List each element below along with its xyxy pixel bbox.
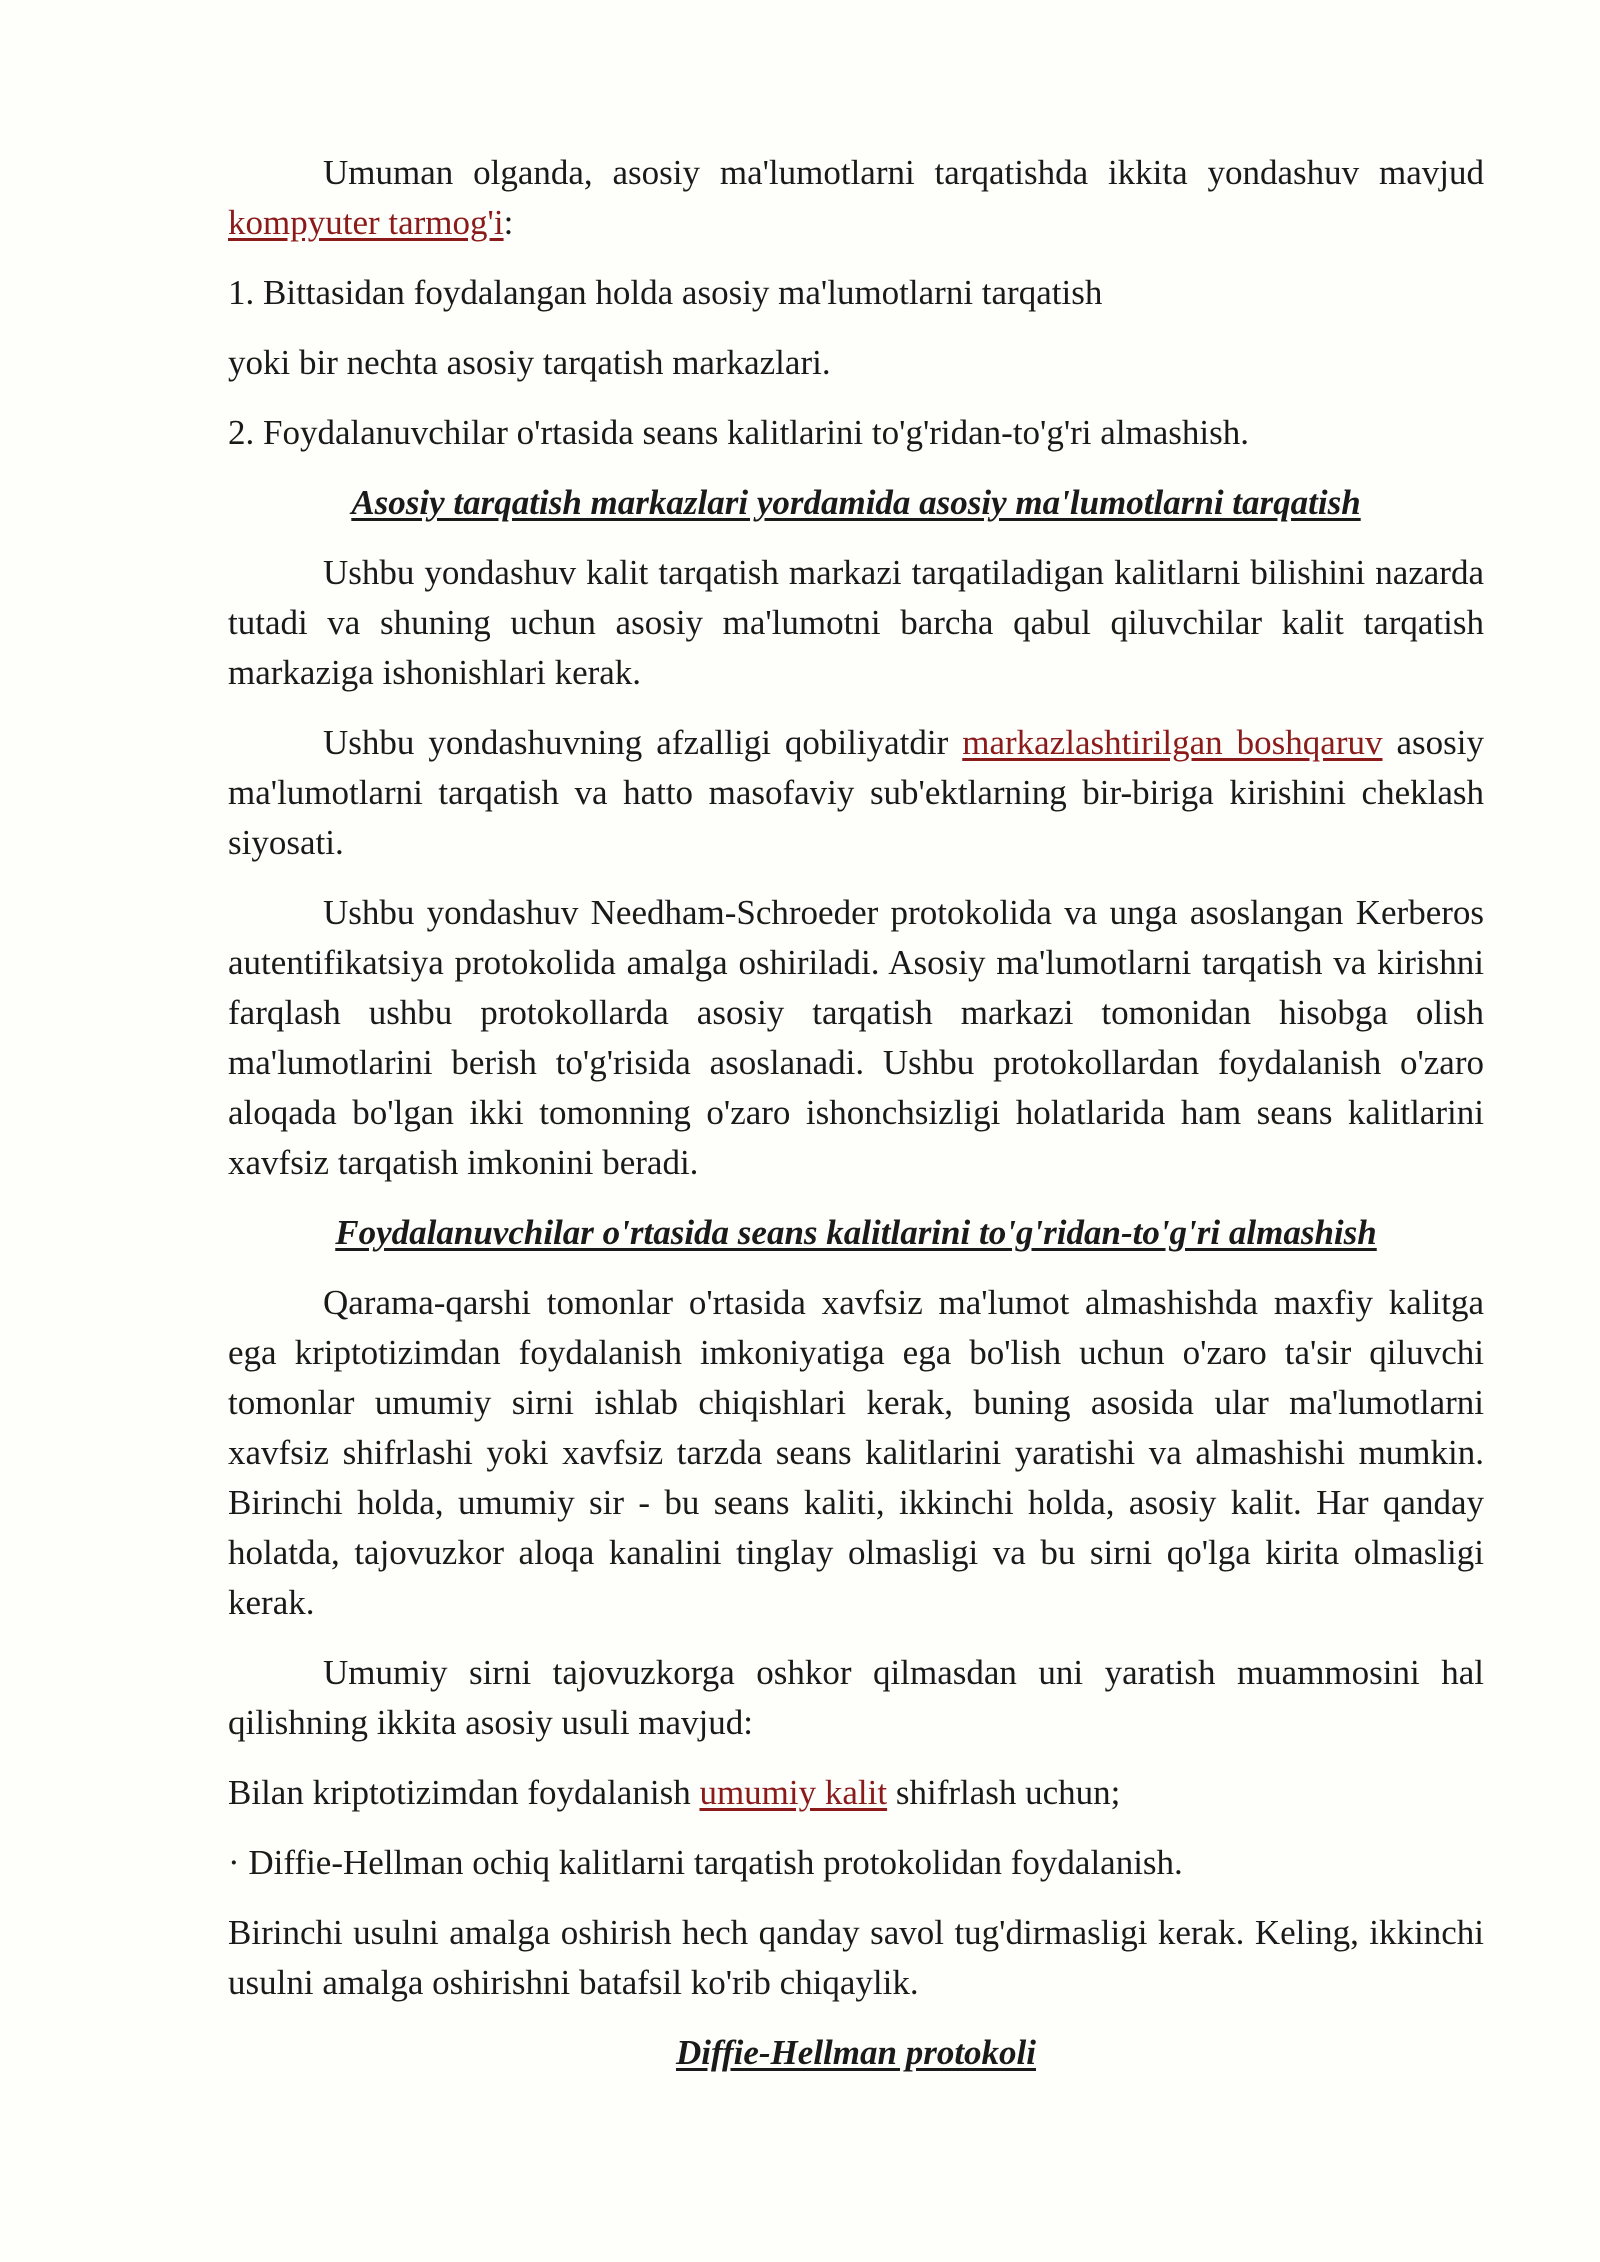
link-kompyuter-tarmogi[interactable]: kompyuter tarmog'i bbox=[228, 203, 504, 242]
intro-text: Umuman olganda, asosiy ma'lumotlarni tarqatishda ikkita yondashuv mavjud bbox=[323, 153, 1484, 192]
paragraph-two-methods: Umumiy sirni tajovuzkorga oshkor qilmasdan uni yaratish muammosini hal qilishning ikkita asosiy usuli mavjud: bbox=[228, 1653, 1484, 1742]
paragraph-shared-secret: Qarama-qarshi tomonlar o'rtasida xavfsiz ma'lumot almashishda maxfiy kalitga ega kriptotizimdan foydalanish imkoniyatiga ega bo'lish uchun o'zaro ta'sir qiluvchi tomonlar umumiy sirni ishlab chiqishlari kerak, buning asosida ular ma'lumotlarni xavfsiz shifrlashi yoki xavfsiz tarzda seans kalitlarini yaratishi va almashishi mumkin. Birinchi holda, umumiy sir - bu seans kaliti, ikkinchi holda, asosiy kalit. Har qanday holatda, tajovuzkor aloqa kanalini tinglay olmasligi va bu sirni qo'lga kirita olmasligi kerak. bbox=[228, 1283, 1484, 1622]
section-heading-diffie-hellman: Diffie-Hellman protokoli bbox=[675, 2033, 1037, 2072]
method-1 bbox=[228, 1768, 1484, 1818]
section-heading-key-distribution-centers: Asosiy tarqatish markazlari yordamida asosiy ma'lumotlarni tarqatish bbox=[351, 483, 1361, 522]
method-1-before: Bilan kriptotizimdan foydalanish bbox=[228, 1773, 700, 1812]
list-item-1-continuation: yoki bir nechta asosiy tarqatish markazlari. bbox=[228, 343, 831, 382]
list-item-2: 2. Foydalanuvchilar o'rtasida seans kalitlarini to'g'ridan-to'g'ri almashish. bbox=[228, 413, 1250, 452]
link-markazlashtirilgan-boshqaruv[interactable]: markazlashtirilgan boshqaruv bbox=[962, 723, 1383, 762]
advantage-text-before: Ushbu yondashuvning afzalligi qobiliyatdir bbox=[323, 723, 963, 762]
paragraph-needham-schroeder: Ushbu yondashuv Needham-Schroeder protokolida va unga asoslangan Kerberos autentifikatsiya protokolida amalga oshiriladi. Asosiy ma'lumotlarni tarqatish va kirishni farqlash ushbu protokollarda asosiy tarqatish markazi tomonidan hisobga olish ma'lumotlarini berish to'g'risida asoslanadi. Ushbu protokollardan foydalanish o'zaro aloqada bo'lgan ikki tomonning o'zaro ishonchsizligi holatlarida ham seans kalitlarini xavfsiz tarqatish imkonini beradi. bbox=[228, 893, 1484, 1182]
link-umumiy-kalit[interactable]: umumiy kalit bbox=[699, 1773, 888, 1812]
list-item-1: 1. Bittasidan foydalangan holda asosiy ma'lumotlarni tarqatish bbox=[228, 273, 1103, 312]
intro-paragraph bbox=[228, 148, 1484, 248]
paragraph-advantage bbox=[228, 718, 1484, 868]
method-2: · Diffie-Hellman ochiq kalitlarni tarqatish protokolidan foydalanish. bbox=[228, 1843, 1183, 1882]
paragraph-first-method: Birinchi usulni amalga oshirish hech qanday savol tug'dirmasligi kerak. Keling, ikkinchi usulni amalga oshirishni batafsil ko'rib chiqaylik. bbox=[228, 1913, 1484, 2002]
section-heading-direct-exchange: Foydalanuvchilar o'rtasida seans kalitlarini to'g'ridan-to'g'ri almashish bbox=[335, 1213, 1377, 1252]
advantage-text-after: asosiy ma'lumotlarni tarqatish va hatto masofaviy sub'ektlarning bir-biriga kirishini cheklash siyosati. bbox=[228, 723, 1484, 862]
document-page bbox=[228, 148, 1484, 2098]
method-1-after: shifrlash uchun; bbox=[887, 1773, 1121, 1812]
paragraph-kdc-approach: Ushbu yondashuv kalit tarqatish markazi tarqatiladigan kalitlarni bilishini nazarda tutadi va shuning uchun asosiy ma'lumotni barcha qabul qiluvchilar kalit tarqatish markaziga ishonishlari kerak. bbox=[228, 553, 1484, 692]
intro-after: : bbox=[503, 203, 514, 242]
